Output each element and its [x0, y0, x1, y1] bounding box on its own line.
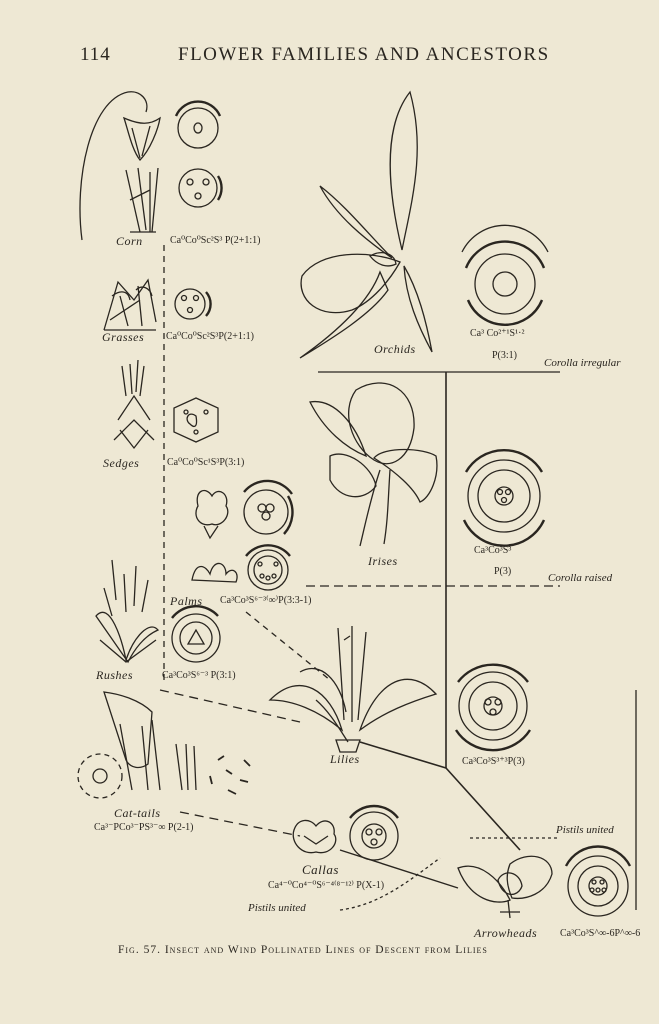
cattails-drawing — [78, 692, 250, 798]
corn-drawing — [80, 92, 160, 240]
formula-cattails: Ca³⁻PCo³⁻PS³⁻∞ P(2-1) — [94, 822, 194, 833]
irises-diagram — [464, 450, 544, 545]
sedges-drawing — [114, 360, 154, 448]
running-title: FLOWER FAMILIES AND ANCESTORS — [178, 44, 550, 65]
figure-caption: Fig. 57. Insect and Wind Pollinated Lines of Descent from Lilies — [118, 944, 488, 956]
formula-lilies: Ca³Co³S³⁺³P(3) — [462, 756, 525, 767]
annotation-corolla-raised: Corolla raised — [548, 572, 613, 584]
formula-irises-bottom: P(3) — [494, 566, 512, 577]
annotation-corolla-irregular: Corolla irregular — [544, 357, 621, 369]
lilies-to-arrowheads-line-a — [360, 742, 446, 768]
label-palms: Palms — [170, 594, 203, 608]
formula-sedges: Ca⁰Co⁰Sc¹S³P(3:1) — [167, 457, 245, 468]
irises-drawing — [310, 383, 437, 546]
grasses-diagram — [175, 289, 211, 319]
corn-diagram — [176, 102, 222, 207]
label-orchids: Orchids — [374, 342, 416, 356]
cattails-to-callas-dashed — [180, 812, 300, 836]
lilies-drawing — [270, 626, 436, 752]
palms-drawing — [192, 545, 290, 590]
formula-grasses: Ca⁰Co⁰Sc²S³P(2+1:1) — [166, 331, 254, 342]
formula-orchids-top: Ca³ Co²⁺¹S¹·² — [470, 328, 525, 339]
formula-irises-top: Ca³Co³S³ — [474, 545, 512, 556]
label-rushes: Rushes — [96, 668, 133, 682]
formula-callas: Ca⁴⁻⁰Co⁴⁻⁰S⁶⁻⁴⁽⁸⁻¹²⁾ P(X-1) — [268, 880, 385, 891]
label-cattails: Cat-tails — [114, 806, 161, 820]
formula-palms: Ca³Co³S⁶⁻³⁽∞⁾P(3:3-1) — [220, 595, 312, 606]
orchids-diagram — [462, 225, 548, 324]
annotation-pistils-united-right: Pistils united — [556, 824, 614, 836]
label-callas: Callas — [302, 862, 339, 877]
rushes-drawing — [96, 560, 220, 662]
page-number: 114 — [80, 44, 111, 65]
label-arrowheads: Arrowheads — [474, 926, 538, 940]
arrowheads-drawing — [458, 846, 630, 918]
formula-corn: Ca⁰Co⁰Sc²S³ P(2+1:1) — [170, 235, 261, 246]
orchids-drawing — [300, 92, 432, 358]
formula-orchids-bottom: P(3:1) — [492, 350, 517, 361]
sedges-diagram — [174, 398, 218, 442]
formula-arrowheads: Ca³Co³S^∞-6P^∞-6 — [560, 928, 641, 939]
label-corn: Corn — [116, 234, 143, 248]
rushes-to-lilies-dashed — [160, 690, 300, 722]
label-grasses: Grasses — [102, 330, 145, 344]
label-lilies: Lilies — [330, 752, 360, 766]
formula-rushes: Ca³Co³S⁶⁻³ P(3:1) — [162, 670, 236, 681]
grasses-drawing — [104, 280, 156, 330]
label-sedges: Sedges — [103, 456, 140, 470]
palms-to-lilies-dashed — [246, 612, 330, 680]
palm-flower-drawing — [196, 481, 293, 538]
lilies-diagram — [456, 665, 530, 751]
label-irises: Irises — [368, 554, 398, 568]
annotation-pistils-united-left: Pistils united — [248, 902, 306, 914]
